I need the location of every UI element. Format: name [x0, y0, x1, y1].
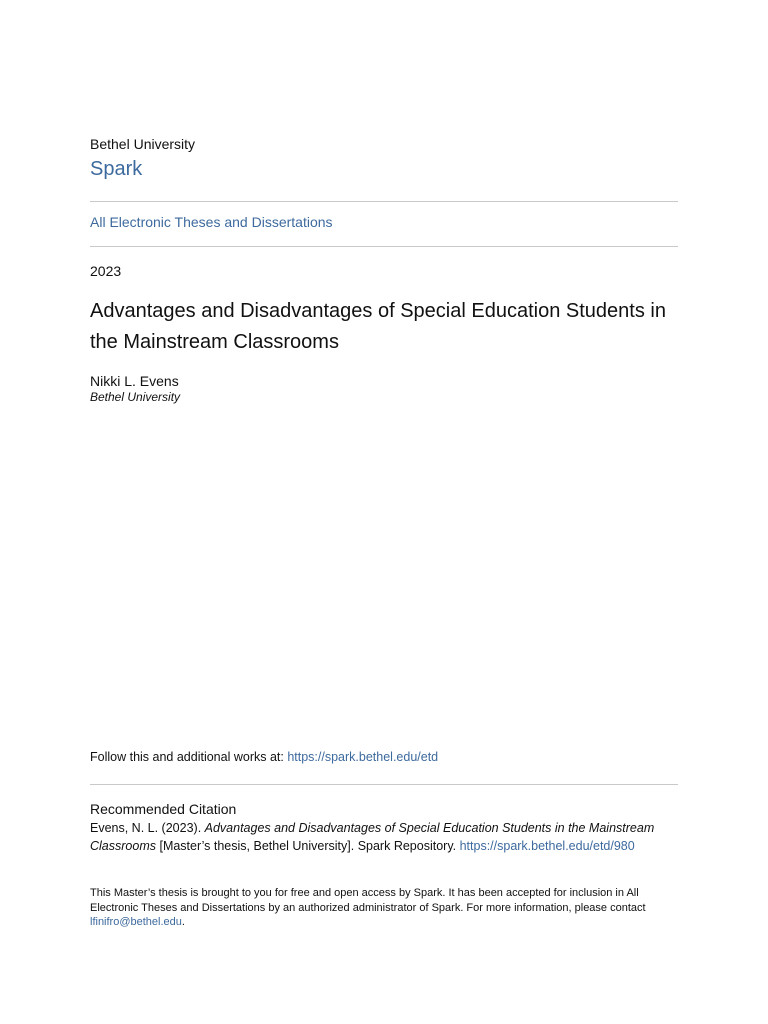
- institution-name: Bethel University: [90, 136, 196, 152]
- author-name: Nikki L. Evens: [90, 373, 179, 389]
- repository-link[interactable]: Spark: [90, 158, 143, 180]
- citation-title: Advantages and Disadvantages of Special Education Students in the Mainstream Classrooms: [90, 821, 655, 853]
- citation-authors-year: Evens, N. L. (2023).: [90, 821, 205, 835]
- author-affiliation: Bethel University: [90, 390, 181, 404]
- divider: [90, 246, 678, 247]
- follow-link[interactable]: https://spark.bethel.edu/etd: [287, 750, 439, 764]
- follow-text: Follow this and additional works at:: [90, 750, 288, 764]
- publication-year: 2023: [90, 263, 122, 279]
- contact-email-link[interactable]: lfinifro@bethel.edu: [90, 916, 182, 928]
- citation-text: [90, 820, 680, 855]
- access-statement: [90, 886, 680, 930]
- citation-link[interactable]: https://spark.bethel.edu/etd/980: [459, 838, 635, 853]
- follow-line: [90, 750, 438, 764]
- access-text: This Master’s thesis is brought to you for free and open access by Spark. It has been accepted for inclusion in All Electronic Theses and Dissertations by an authorized administrator of Spark. For more information, please contact: [90, 887, 646, 914]
- collection-link[interactable]: All Electronic Theses and Dissertations: [90, 214, 333, 230]
- access-end: .: [181, 916, 185, 928]
- divider: [90, 784, 678, 785]
- citation-suffix: [Master’s thesis, Bethel University]. Spark Repository.: [156, 838, 460, 853]
- citation-heading: Recommended Citation: [90, 801, 237, 817]
- divider: [90, 201, 678, 202]
- document-title: Advantages and Disadvantages of Special Education Students in the Mainstream Classrooms: [90, 300, 666, 353]
